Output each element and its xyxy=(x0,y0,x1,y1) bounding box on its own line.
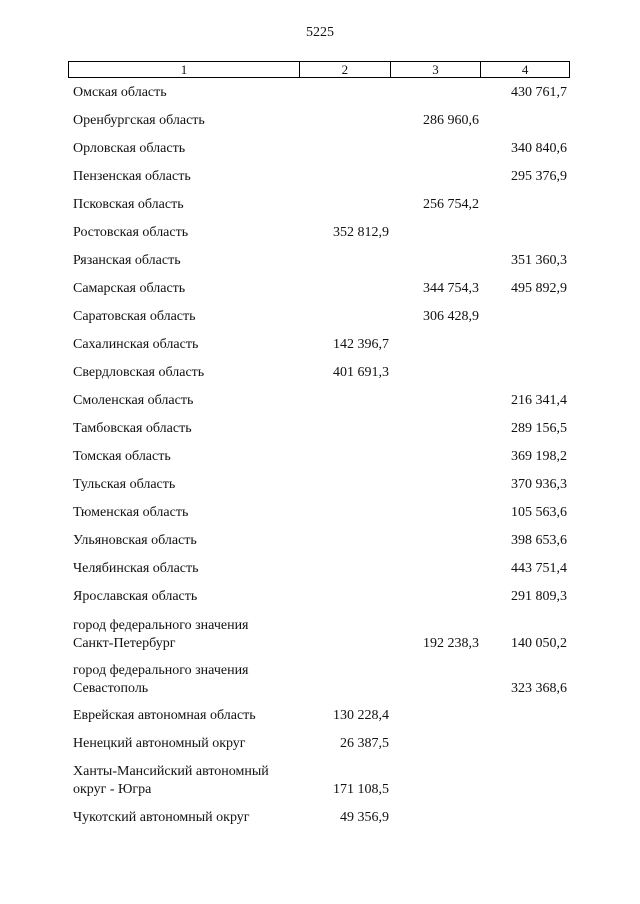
region-name xyxy=(73,707,313,725)
value-col-2: 352 812,9 xyxy=(333,225,389,240)
table-column-header xyxy=(68,61,570,78)
region-name xyxy=(73,140,313,158)
column-header-3: 3 xyxy=(391,62,482,77)
value-col-4: 370 936,3 xyxy=(511,477,567,492)
region-name xyxy=(73,84,313,102)
value-col-4: 216 341,4 xyxy=(511,393,567,408)
region-name xyxy=(73,588,313,606)
region-name-line-1: Ярославская область xyxy=(73,589,198,604)
value-col-4: 369 198,2 xyxy=(511,449,567,464)
region-name xyxy=(73,224,313,242)
region-name xyxy=(73,448,313,466)
region-name xyxy=(73,809,313,827)
region-name-line-1: Рязанская область xyxy=(73,253,181,268)
region-name-line-1: Ульяновская область xyxy=(73,533,197,548)
value-col-4: 289 156,5 xyxy=(511,421,567,436)
region-name xyxy=(73,280,313,298)
region-name-line-2: Санкт-Петербург xyxy=(73,636,176,651)
region-name xyxy=(73,560,313,578)
region-name xyxy=(73,112,313,130)
value-col-3: 192 238,3 xyxy=(423,636,479,651)
value-col-3: 286 960,6 xyxy=(423,113,479,128)
region-name-line-1: Ненецкий автономный округ xyxy=(73,736,246,751)
value-col-4: 443 751,4 xyxy=(511,561,567,576)
region-name xyxy=(73,504,313,522)
value-col-4: 295 376,9 xyxy=(511,169,567,184)
region-name-line-2: округ - Югра xyxy=(73,782,152,797)
region-name-line-1: Смоленская область xyxy=(73,393,194,408)
region-name-line-1: Чукотский автономный округ xyxy=(73,810,250,825)
value-col-4: 398 653,6 xyxy=(511,533,567,548)
value-col-2: 142 396,7 xyxy=(333,337,389,352)
region-name-line-1: Еврейская автономная область xyxy=(73,708,256,723)
region-name-line-1: город федерального значения xyxy=(73,618,249,633)
value-col-4: 105 563,6 xyxy=(511,505,567,520)
region-name-line-1: Сахалинская область xyxy=(73,337,199,352)
value-col-2: 130 228,4 xyxy=(333,708,389,723)
region-name-line-1: Ростовская область xyxy=(73,225,189,240)
region-name-line-1: Ханты-Мансийский автономный xyxy=(73,764,269,779)
value-col-4: 351 360,3 xyxy=(511,253,567,268)
region-name-line-1: Тульская область xyxy=(73,477,176,492)
region-name-line-1: Свердловская область xyxy=(73,365,205,380)
region-name-line-1: Тюменская область xyxy=(73,505,189,520)
region-name xyxy=(73,420,313,438)
region-name-line-1: Челябинская область xyxy=(73,561,199,576)
region-name xyxy=(73,392,313,410)
region-name xyxy=(73,364,313,382)
region-name-line-1: Саратовская область xyxy=(73,309,196,324)
page-number: 5225 xyxy=(306,25,334,40)
region-name xyxy=(73,735,313,753)
value-col-3: 306 428,9 xyxy=(423,309,479,324)
value-col-4: 495 892,9 xyxy=(511,281,567,296)
region-name xyxy=(73,252,313,270)
region-name xyxy=(73,532,313,550)
region-name-line-1: Орловская область xyxy=(73,141,186,156)
value-col-4: 323 368,6 xyxy=(511,681,567,696)
region-name xyxy=(73,308,313,326)
column-header-4: 4 xyxy=(521,62,529,77)
region-name xyxy=(73,763,313,799)
value-col-4: 140 050,2 xyxy=(511,636,567,651)
region-name xyxy=(73,476,313,494)
region-name-line-1: Пензенская область xyxy=(73,169,191,184)
value-col-3: 256 754,2 xyxy=(423,197,479,212)
region-name-line-1: город федерального значения xyxy=(73,663,249,678)
column-header-1: 1 xyxy=(69,62,300,77)
region-name xyxy=(73,617,313,653)
value-col-2: 49 356,9 xyxy=(340,810,389,825)
value-col-2: 171 108,5 xyxy=(333,782,389,797)
region-name-line-1: Оренбургская область xyxy=(73,113,205,128)
region-name-line-1: Томская область xyxy=(73,449,171,464)
value-col-3: 344 754,3 xyxy=(423,281,479,296)
value-col-2: 26 387,5 xyxy=(340,736,389,751)
value-col-4: 340 840,6 xyxy=(511,141,567,156)
value-col-4: 291 809,3 xyxy=(511,589,567,604)
region-name-line-1: Самарская область xyxy=(73,281,186,296)
region-name-line-2: Севастополь xyxy=(73,681,149,696)
value-col-4: 430 761,7 xyxy=(511,85,567,100)
region-name-line-1: Тамбовская область xyxy=(73,421,192,436)
region-name xyxy=(73,196,313,214)
region-name xyxy=(73,168,313,186)
region-name-line-1: Псковская область xyxy=(73,197,184,212)
region-name-line-1: Омская область xyxy=(73,85,167,100)
value-col-2: 401 691,3 xyxy=(333,365,389,380)
region-name xyxy=(73,662,313,698)
column-header-2: 2 xyxy=(300,62,391,77)
region-name xyxy=(73,336,313,354)
